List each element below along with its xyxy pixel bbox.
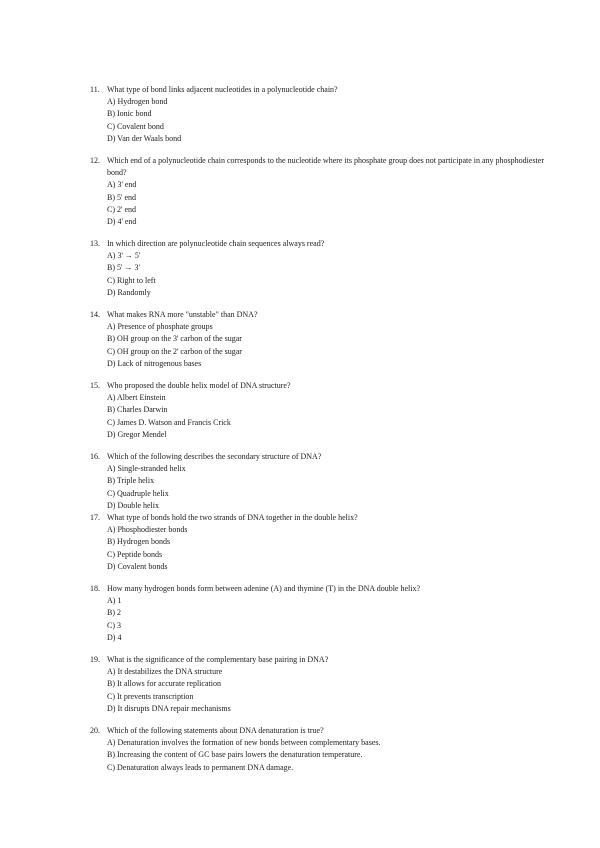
question-text: What type of bond links adjacent nucleotides in a polynucleotide chain? [107,85,338,94]
question-text: Which of the following describes the secondary structure of DNA? [107,452,322,461]
answer-option-a: A) Single-stranded helix [107,464,186,474]
question-number: 20. [90,726,100,735]
answer-option-c: C) James D. Watson and Francis Crick [107,417,231,427]
answer-option-b: B) Increasing the content of GC base pairs lowers the denaturation temperature. [107,750,363,760]
question-text: Which end of a polynucleotide chain corresponds to the nucleotide where its phosphate group does not participate in any phosphodiester bond? [107,156,544,178]
answer-option-d: D) Van der Waals bond [107,133,182,143]
question-20 [90,725,560,774]
answer-option-c: C) Right to left [107,275,156,285]
question-text: In which direction are polynucleotide chain sequences always read? [107,239,325,248]
answer-option-d: D) Covalent bonds [107,561,168,571]
question-number: 18. [90,584,100,593]
question-11 [90,84,560,145]
question-17 [90,512,560,573]
answer-option-d: D) Double helix [107,500,159,510]
question-18 [90,583,560,644]
answer-option-c: C) Quadruple helix [107,488,169,498]
question-19 [90,654,560,715]
answer-option-d: D) Randomly [107,287,151,297]
question-number: 11. [90,85,100,94]
answer-option-b: B) Ionic bond [107,109,152,119]
answer-option-d: D) It disrupts DNA repair mechanisms [107,703,231,713]
question-16 [90,451,560,512]
question-12 [90,155,560,228]
question-number: 14. [90,310,100,319]
question-15 [90,380,560,441]
answer-option-c: C) Denaturation always leads to permanent DNA damage. [107,762,294,772]
answer-option-b: B) Triple helix [107,476,155,486]
answer-option-a: A) It destabilizes the DNA structure [107,667,223,677]
answer-option-a: A) Albert Einstein [107,393,166,403]
answer-option-b: B) It allows for accurate replication [107,679,221,689]
answer-option-d: D) 4 [107,632,122,642]
answer-option-d: D) Gregor Mendel [107,429,167,439]
answer-option-b: B) 5' end [107,192,136,202]
question-number: 15. [90,381,100,390]
answer-option-c: C) OH group on the 2' carbon of the sugar [107,346,242,356]
answer-option-c: C) 2' end [107,204,136,214]
answer-option-a: A) Presence of phosphate groups [107,322,213,332]
answer-option-a: A) 3' → 5' [107,251,141,261]
answer-option-b: B) OH group on the 3' carbon of the sugar [107,334,242,344]
answer-option-a: A) Phosphodiester bonds [107,525,188,535]
question-text: What makes RNA more "unstable" than DNA? [107,310,258,319]
answer-option-d: D) 4' end [107,217,137,227]
question-13 [90,238,560,299]
question-14 [90,309,560,370]
question-text: Who proposed the double helix model of DNA structure? [107,381,291,390]
answer-option-a: A) Hydrogen bond [107,97,168,107]
answer-option-d: D) Lack of nitrogenous bases [107,358,202,368]
question-text: Which of the following statements about DNA denaturation is true? [107,726,324,735]
question-number: 16. [90,452,100,461]
answer-option-b: B) Hydrogen bonds [107,537,171,547]
answer-option-b: B) 5' → 3' [107,263,140,273]
answer-option-a: A) Denaturation involves the formation of new bonds between complementary bases. [107,738,381,748]
answer-option-a: A) 1 [107,596,122,606]
question-text: What is the significance of the complementary base pairing in DNA? [107,655,329,664]
question-number: 19. [90,655,100,664]
question-text: How many hydrogen bonds form between adenine (A) and thymine (T) in the DNA double helix? [107,584,421,593]
answer-option-c: C) Peptide bonds [107,549,163,559]
answer-option-c: C) It prevents transcription [107,691,194,701]
answer-option-a: A) 3' end [107,180,137,190]
question-number: 12. [90,156,100,165]
question-number: 17. [90,513,100,522]
answer-option-b: B) Charles Darwin [107,405,168,415]
answer-option-c: C) Covalent bond [107,121,164,131]
question-number: 13. [90,239,100,248]
answer-option-b: B) 2 [107,608,121,618]
answer-option-c: C) 3 [107,620,121,630]
question-text: What type of bonds hold the two strands of DNA together in the double helix? [107,513,358,522]
